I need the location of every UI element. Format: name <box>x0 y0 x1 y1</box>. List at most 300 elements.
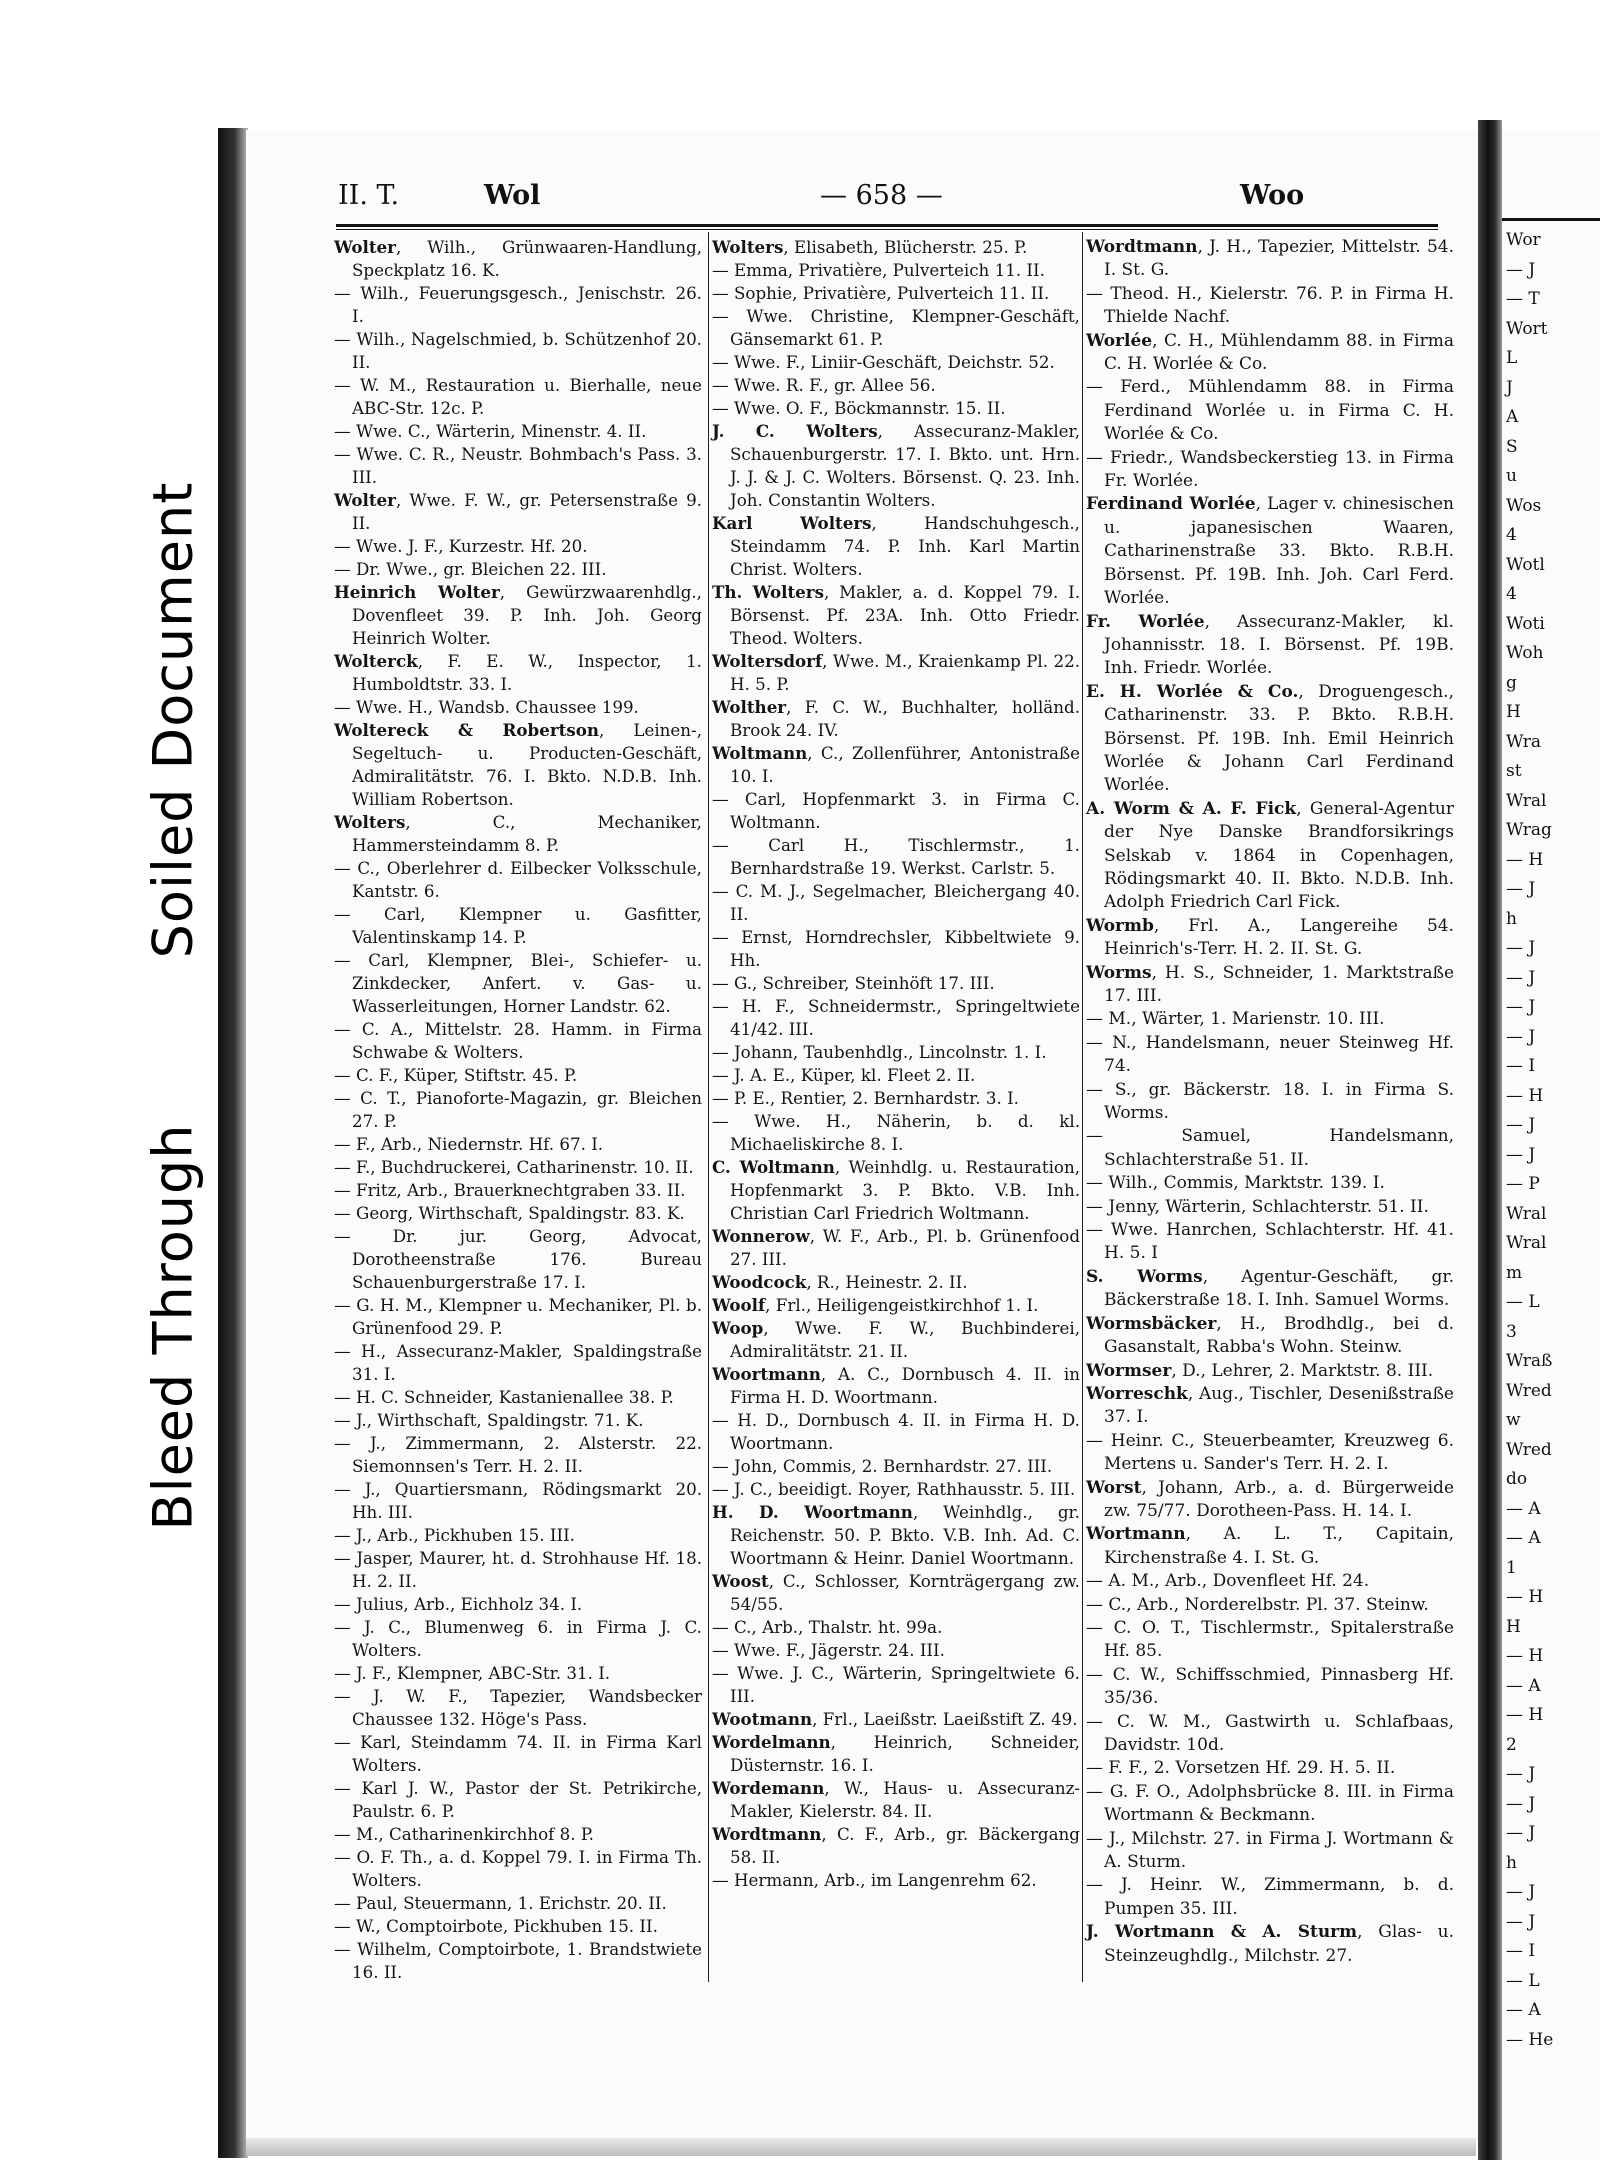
entry-text: , C., Mechaniker, Hammersteindamm 8. P. <box>352 812 702 855</box>
directory-entry <box>1086 376 1454 446</box>
directory-entry <box>334 1087 702 1133</box>
entry-text: — Johann, Taubenhdlg., Lincolnstr. 1. I. <box>712 1042 1047 1062</box>
entry-text: — C. W., Schiffsschmied, Pinnasberg Hf. 35/36. <box>1086 1664 1454 1709</box>
directory-entry <box>1086 1079 1454 1126</box>
directory-entry <box>712 696 1080 742</box>
facing-page-fragment-text: Wort <box>1506 318 1548 339</box>
directory-entry <box>334 443 702 489</box>
entry-text: , C., Zollenführer, Antonistraße 10. I. <box>730 743 1080 786</box>
facing-page-fragment-text: — J <box>1506 879 1536 899</box>
entry-name: Woltersdorf <box>712 651 823 671</box>
directory-entry <box>1086 1570 1454 1593</box>
directory-entry <box>334 857 702 903</box>
entry-name: Woortmann <box>712 1364 821 1384</box>
entry-text: — O. F. Th., a. d. Koppel 79. I. in Firma Th. Wolters. <box>334 1847 702 1890</box>
entry-name: Wortmann <box>1086 1524 1186 1545</box>
facing-page-fragment-text: — J <box>1506 1793 1536 1814</box>
directory-entry <box>1086 1664 1454 1711</box>
facing-page-fragment-text: Wra <box>1506 731 1541 752</box>
entry-text: — Wilh., Nagelschmied, b. Schützenhof 20. II. <box>334 329 702 372</box>
entry-text: — Wwe. H., Näherin, b. d. kl. Michaeliskirche 8. I. <box>712 1111 1080 1154</box>
entry-name: Woop <box>712 1318 764 1338</box>
directory-entry <box>334 236 702 282</box>
facing-page-fragment-text: — J <box>1506 1144 1536 1165</box>
directory-entry <box>1086 1383 1454 1430</box>
facing-page-fragment-text: — J <box>1506 938 1536 958</box>
entry-name: Karl Wolters <box>712 513 872 533</box>
directory-entry <box>712 1731 1080 1777</box>
entry-text: , Lager v. chinesischen u. japanesischen Waaren, Catharinenstraße 33. Bkto. R.B.H. Börsenst. Pf. 19B. Inh. Joh. Carl Ferd. Worlée. <box>1104 494 1454 609</box>
facing-page-fragment-text: A <box>1506 407 1519 427</box>
entry-text: , Handschuhgesch., Steindamm 74. P. Inh. Karl Martin Christ. Wolters. <box>730 513 1080 579</box>
directory-entry <box>1086 1921 1454 1968</box>
entry-text: — A. M., Arb., Dovenfleet Hf. 24. <box>1086 1571 1370 1592</box>
directory-entry <box>712 397 1080 420</box>
directory-entry <box>334 650 702 696</box>
entry-text: — Wwe. C., Wärterin, Minenstr. 4. II. <box>334 421 647 441</box>
entry-text: — G. F. O., Adolphsbrücke 8. III. in Firma Wortmann & Beckmann. <box>1086 1781 1454 1826</box>
facing-page-fragment-text: — J <box>1506 1026 1536 1047</box>
entry-text: , Wwe. F. W., Buchbinderei, Admiralitätstr. 21. II. <box>730 1318 1080 1361</box>
directory-entry <box>1086 1196 1454 1219</box>
entry-name: Wordtmann <box>1086 237 1198 257</box>
page-edge-shadow <box>218 128 248 2158</box>
directory-entry <box>334 903 702 949</box>
directory-entry <box>1086 1781 1454 1828</box>
entry-name: Wolter <box>334 237 396 257</box>
directory-entry <box>1086 1219 1454 1266</box>
entry-text: , Assecuranz-Makler, Schauenburgerstr. 17. I. Bkto. unt. Hrn. J. J. & J. C. Wolters. Börsenst. Q. 23. Inh. Joh. Constantin Wolters. <box>730 421 1081 510</box>
header-right-word: Woo <box>1240 180 1305 211</box>
directory-entry <box>712 1087 1080 1110</box>
entry-text: , D., Lehrer, 2. Marktstr. 8. III. <box>1171 1360 1434 1381</box>
directory-entry <box>334 1938 702 1984</box>
entry-text: — Carl H., Tischlermstr., 1. Bernhardstraße 19. Werkst. Carlstr. 5. <box>712 835 1080 878</box>
entry-text: , R., Heinestr. 2. II. <box>806 1272 968 1292</box>
entry-text: , Johann, Arb., a. d. Bürgerweide zw. 75/77. Dorotheen-Pass. H. 14. I. <box>1104 1477 1454 1521</box>
entry-text: — Karl J. W., Pastor der St. Petrikirche, Paulstr. 6. P. <box>334 1778 702 1821</box>
entry-text: , Assecuranz-Makler, kl. Johannisstr. 18. I. Börsenst. Pf. 19B. Inh. Friedr. Worlée. <box>1104 611 1454 679</box>
directory-entry <box>334 1294 702 1340</box>
entry-text: — C. F., Küper, Stiftstr. 45. P. <box>334 1065 578 1085</box>
entry-text: , Wilh., Grünwaaren-Handlung, Speckplatz 16. K. <box>352 237 702 280</box>
directory-entry <box>334 489 702 535</box>
entry-text: — C. M. J., Segelmacher, Bleichergang 40. II. <box>712 881 1080 924</box>
facing-page-fragment-text: H <box>1506 702 1521 722</box>
entry-text: , Frl. A., Langereihe 54. Heinrich's-Terr. H. 2. II. St. G. <box>1104 915 1454 960</box>
entry-text: , A. L. T., Capitain, Kirchenstraße 4. I. St. G. <box>1104 1524 1454 1568</box>
directory-entry <box>334 282 702 328</box>
directory-entry <box>712 1041 1080 1064</box>
facing-page-fragment-text: g <box>1506 672 1517 693</box>
directory-entry <box>334 1225 702 1294</box>
entry-text: — Wwe. J. F., Kurzestr. Hf. 20. <box>334 536 588 556</box>
directory-entry <box>1086 1874 1454 1921</box>
directory-entry <box>334 719 702 811</box>
facing-page-fragment-text: — A <box>1506 2000 1541 2020</box>
entry-text: , General-Agentur der Nye Danske Brandforsikrings Selskab v. 1864 in Copenhagen, Rödingsmarkt 40. II. Bkto. N.D.B. Inh. Adolph Friedrich Carl Fick. <box>1104 798 1454 913</box>
facing-page-rule <box>1502 218 1600 221</box>
entry-text: — Wilh., Commis, Marktstr. 139. I. <box>1086 1173 1385 1194</box>
entry-text: — Heinr. C., Steuerbeamter, Kreuzweg 6. Mertens u. Sander's Terr. H. 2. I. <box>1086 1430 1454 1475</box>
entry-text: , Wwe. M., Kraienkamp Pl. 22. H. 5. P. <box>730 651 1080 694</box>
facing-page-fragment <box>1502 130 1600 2160</box>
directory-entry <box>334 374 702 420</box>
entry-text: , H., Brodhdlg., bei d. Gasanstalt, Rabba's Wohn. Steinw. <box>1104 1313 1454 1358</box>
entry-text: , Wwe. F. W., gr. Petersenstraße 9. II. <box>352 490 702 533</box>
soiled-document-label <box>128 440 218 1000</box>
directory-entry <box>712 1777 1080 1823</box>
book-gutter <box>1478 120 1502 2160</box>
entry-text: — C., Oberlehrer d. Eilbecker Volksschule, Kantstr. 6. <box>334 858 702 901</box>
entry-text: — F., Arb., Niedernstr. Hf. 67. I. <box>334 1134 604 1154</box>
facing-page-fragment-text: — J <box>1506 1823 1536 1843</box>
facing-page-fragment-text: w <box>1506 1410 1521 1430</box>
directory-entry <box>1086 1125 1454 1172</box>
directory-entry <box>334 1823 702 1846</box>
directory-entry <box>334 696 702 719</box>
facing-page-fragment-text: Woh <box>1506 643 1544 663</box>
entry-text: — Wwe. F., Jägerstr. 24. III. <box>712 1640 945 1660</box>
entry-name: S. Worms <box>1086 1266 1203 1287</box>
directory-entry <box>712 995 1080 1041</box>
facing-page-fragment-text: — P <box>1506 1174 1540 1194</box>
entry-text: — Dr. jur. Georg, Advocat, Dorotheenstraße 176. Bureau Schauenburgerstraße 17. I. <box>334 1226 702 1292</box>
entry-text: , Frl., Laeißstr. Laeißstift Z. 49. <box>812 1709 1078 1729</box>
facing-page-fragment-text: do <box>1506 1469 1528 1489</box>
facing-page-fragment-text: — J <box>1506 997 1536 1017</box>
facing-page-fragment-text: — L <box>1506 1292 1540 1312</box>
entry-text: — S., gr. Bäckerstr. 18. I. in Firma S. Worms. <box>1086 1079 1454 1124</box>
directory-entry <box>334 1846 702 1892</box>
directory-entry <box>712 512 1080 581</box>
facing-page-fragment-text: J <box>1506 377 1513 398</box>
directory-entry <box>712 351 1080 374</box>
entry-text: — G. H. M., Klempner u. Mechaniker, Pl. b. Grünenfood 29. P. <box>334 1295 702 1338</box>
entry-text: , Glas- u. Steinzeughdlg., Milchstr. 27. <box>1104 1922 1454 1966</box>
entry-text: — J. Heinr. W., Zimmermann, b. d. Pumpen 35. III. <box>1086 1875 1454 1919</box>
header-page-number: — 658 — <box>820 180 943 211</box>
entry-name: Heinrich Wolter <box>334 582 500 602</box>
directory-entry <box>712 1570 1080 1616</box>
directory-entry <box>334 1340 702 1386</box>
directory-entry <box>712 1616 1080 1639</box>
facing-page-fragment-text: Woti <box>1506 613 1545 634</box>
header-rule-thin <box>336 229 1438 230</box>
directory-entry <box>334 1202 702 1225</box>
entry-text: — J. C., beeidigt. Royer, Rathhausstr. 5. III. <box>712 1479 1076 1499</box>
entry-text: , Leinen-, Segeltuch- u. Producten-Geschäft, Admiralitätstr. 76. I. Bkto. N.D.B. Inh. William Robertson. <box>352 720 702 809</box>
entry-text: — C., Arb., Norderelbstr. Pl. 37. Steinw. <box>1086 1594 1429 1615</box>
entry-text: — C. A., Mittelstr. 28. Hamm. in Firma Schwabe & Wolters. <box>334 1019 702 1062</box>
entry-text: — Wwe. Christine, Klempner-Geschäft, Gänsemarkt 61. P. <box>712 306 1080 349</box>
directory-entry <box>1086 236 1454 283</box>
entry-name: Wonnerow <box>712 1226 810 1246</box>
entry-text: , Weinhdlg., gr. Reichenstr. 50. P. Bkto. V.B. Inh. Ad. C. Woortmann & Heinr. Daniel Woortmann. <box>730 1502 1080 1568</box>
directory-entry <box>712 1501 1080 1570</box>
entry-text: — Carl, Klempner u. Gasfitter, Valentinskamp 14. P. <box>334 904 702 947</box>
entry-name: A. Worm & A. F. Fick <box>1086 798 1297 819</box>
soiled-document-text: Soiled Document <box>141 481 205 959</box>
directory-entry <box>712 1110 1080 1156</box>
directory-entry <box>1086 1032 1454 1079</box>
facing-page-fragment-text: — J <box>1506 259 1536 280</box>
directory-entry <box>1086 915 1454 962</box>
entry-text: — C., Arb., Thalstr. ht. 99a. <box>712 1617 943 1637</box>
entry-name: Ferdinand Worlée <box>1086 494 1256 515</box>
facing-page-fragment-text: — A <box>1506 1675 1541 1696</box>
directory-entry <box>712 1455 1080 1478</box>
facing-page-fragment-text: — H <box>1506 1705 1544 1725</box>
entry-name: Worreschk <box>1086 1383 1188 1404</box>
directory-entry <box>1086 1477 1454 1524</box>
entry-text: — John, Commis, 2. Bernhardstr. 27. III. <box>712 1456 1053 1476</box>
entry-name: Wormb <box>1086 915 1154 936</box>
facing-page-fragment-text: 2 <box>1506 1734 1517 1755</box>
entry-text: , W., Haus- u. Assecuranz-Makler, Kielerstr. 84. II. <box>730 1778 1080 1821</box>
directory-entry <box>1086 611 1454 681</box>
entry-text: — Hermann, Arb., im Langenrehm 62. <box>712 1870 1037 1890</box>
directory-entry <box>712 374 1080 397</box>
directory-entry <box>1086 1594 1454 1617</box>
entry-text: — G., Schreiber, Steinhöft 17. III. <box>712 973 995 993</box>
entry-text: , A. C., Dornbusch 4. II. in Firma H. D. Woortmann. <box>730 1364 1080 1407</box>
facing-page-fragment-text: — J <box>1506 1911 1536 1932</box>
entry-text: , W. F., Arb., Pl. b. Grünenfood 27. III. <box>730 1226 1080 1269</box>
directory-entry <box>334 581 702 650</box>
entry-text: — Wwe. Hanrchen, Schlachterstr. Hf. 41. H. 5. I <box>1086 1220 1454 1264</box>
header-left-word: Wol <box>484 180 541 211</box>
column-2 <box>712 236 1080 1892</box>
entry-text: — Ernst, Horndrechsler, Kibbeltwiete 9. Hh. <box>712 927 1080 970</box>
entry-text: — Wwe. F., Liniir-Geschäft, Deichstr. 52. <box>712 352 1055 372</box>
facing-page-fragment-text: — L <box>1506 1970 1540 1991</box>
entry-text: , Frl., Heiligengeistkirchhof 1. I. <box>765 1295 1039 1315</box>
directory-entry <box>1086 1008 1454 1031</box>
directory-entry <box>1086 962 1454 1009</box>
directory-entry <box>712 420 1080 512</box>
column-divider-2 <box>1082 232 1083 1982</box>
column-1 <box>334 236 702 1984</box>
directory-entry <box>334 1409 702 1432</box>
directory-entry <box>1086 681 1454 798</box>
directory-entry <box>712 1409 1080 1455</box>
entry-text: — Emma, Privatière, Pulverteich 11. II. <box>712 260 1045 280</box>
entry-text: — J. W. F., Tapezier, Wandsbecker Chaussee 132. Höge's Pass. <box>334 1686 702 1729</box>
entry-text: , F. C. W., Buchhalter, holländ. Brook 24. IV. <box>730 697 1080 740</box>
directory-entry <box>1086 1172 1454 1195</box>
directory-entry <box>712 305 1080 351</box>
facing-page-fragment-text: S <box>1506 436 1518 457</box>
directory-entry <box>334 1018 702 1064</box>
entry-text: — Wwe. C. R., Neustr. Bohmbach's Pass. 3. III. <box>334 444 702 487</box>
directory-entry <box>1086 798 1454 915</box>
entry-text: , Weinhdlg. u. Restauration, Hopfenmarkt 3. P. Bkto. V.B. Inh. Christian Carl Friedrich Woltmann. <box>730 1157 1081 1223</box>
entry-text: — H. D., Dornbusch 4. II. in Firma H. D. Woortmann. <box>712 1410 1080 1453</box>
facing-page-fragment-text: — I <box>1506 1941 1536 1961</box>
entry-text: — Jenny, Wärterin, Schlachterstr. 51. II. <box>1086 1196 1429 1217</box>
entry-text: — Friedr., Wandsbeckerstieg 13. in Firma Fr. Worlée. <box>1086 447 1454 492</box>
directory-entry <box>712 236 1080 259</box>
directory-entry <box>712 742 1080 788</box>
facing-page-fragment-text: — A <box>1506 1528 1541 1548</box>
facing-page-fragment-text: m <box>1506 1262 1523 1283</box>
entry-name: Woltereck & Robertson <box>334 720 599 740</box>
directory-entry <box>712 1708 1080 1731</box>
directory-entry <box>1086 1828 1454 1875</box>
facing-page-fragment-text: H <box>1506 1616 1521 1637</box>
directory-entry <box>712 1317 1080 1363</box>
entry-name: Wolterck <box>334 651 418 671</box>
entry-name: Wordelmann <box>712 1732 831 1752</box>
entry-name: Fr. Worlée <box>1086 611 1205 632</box>
facing-page-fragment-text: L <box>1506 348 1518 368</box>
directory-entry <box>712 972 1080 995</box>
directory-entry <box>334 535 702 558</box>
directory-entry <box>334 1524 702 1547</box>
header-volume: II. T. <box>338 180 400 211</box>
directory-entry <box>712 1363 1080 1409</box>
directory-entry <box>1086 1313 1454 1360</box>
directory-entry <box>334 1133 702 1156</box>
directory-entry <box>712 1294 1080 1317</box>
entry-text: , Agentur-Geschäft, gr. Bäckerstraße 18. I. Inh. Samuel Worms. <box>1104 1266 1454 1311</box>
entry-text: — H. F., Schneidermstr., Springeltwiete 41/42. III. <box>712 996 1080 1039</box>
entry-text: , Heinrich, Schneider, Düsternstr. 16. I. <box>730 1732 1080 1775</box>
directory-entry <box>334 1892 702 1915</box>
column-3 <box>1086 236 1454 1968</box>
facing-page-fragment-text: — H <box>1506 849 1544 870</box>
directory-entry <box>334 1179 702 1202</box>
entry-text: — Wwe. R. F., gr. Allee 56. <box>712 375 936 395</box>
directory-entry <box>1086 447 1454 494</box>
facing-page-fragment-text: h <box>1506 1852 1517 1873</box>
entry-text: , Droguengesch., Catharinenstr. 33. P. Bkto. R.B.H. Börsenst. Pf. 19B. Inh. Emil Heinrich Worlée & Johann Carl Ferdinand Worlée. <box>1104 681 1454 796</box>
directory-entry <box>334 1478 702 1524</box>
facing-page-fragment-text: 1 <box>1506 1557 1517 1578</box>
entry-text: — J., Quartiersmann, Rödingsmarkt 20. Hh. III. <box>334 1479 702 1522</box>
bleed-through-text: Bleed Through <box>141 1123 205 1531</box>
entry-text: , C., Schlosser, Kornträgergang zw. 54/55. <box>730 1571 1080 1614</box>
entry-text: — Wilh., Feuerungsgesch., Jenischstr. 26. I. <box>334 283 702 326</box>
entry-name: Woolf <box>712 1295 766 1315</box>
entry-name: Th. Wolters <box>712 582 824 602</box>
entry-text: — N., Handelsmann, neuer Steinweg Hf. 74. <box>1086 1032 1454 1077</box>
entry-text: — Karl, Steindamm 74. II. in Firma Karl Wolters. <box>334 1732 702 1775</box>
directory-entry <box>334 328 702 374</box>
directory-entry <box>1086 1266 1454 1313</box>
bleed-through-label <box>128 1032 218 1622</box>
directory-entry <box>712 880 1080 926</box>
directory-entry <box>1086 1757 1454 1780</box>
facing-page-fragment-text: 4 <box>1506 525 1517 545</box>
directory-entry <box>334 1064 702 1087</box>
entry-text: , Gewürzwaarenhdlg., Dovenfleet 39. P. Inh. Joh. Georg Heinrich Wolter. <box>352 582 702 648</box>
entry-text: , Makler, a. d. Koppel 79. I. Börsenst. Pf. 23A. Inh. Otto Friedr. Theod. Wolters. <box>730 582 1081 648</box>
directory-entry <box>334 1777 702 1823</box>
directory-entry <box>1086 1617 1454 1664</box>
facing-page-fragment-text: Wrag <box>1506 820 1552 840</box>
entry-name: Wormser <box>1086 1360 1172 1381</box>
entry-text: , J. H., Tapezier, Mittelstr. 54. I. St. G. <box>1104 237 1454 281</box>
directory-entry <box>712 1662 1080 1708</box>
entry-text: , H. S., Schneider, 1. Marktstraße 17. III. <box>1104 962 1454 1006</box>
facing-page-fragment-text: — H <box>1506 1085 1544 1106</box>
entry-text: — H. C. Schneider, Kastanienallee 38. P. <box>334 1387 674 1407</box>
entry-text: — F. F., 2. Vorsetzen Hf. 29. H. 5. II. <box>1086 1758 1396 1779</box>
facing-page-fragment-text: — J <box>1506 1115 1536 1135</box>
entry-text: — J., Milchstr. 27. in Firma J. Wortmann & A. Sturm. <box>1086 1828 1454 1873</box>
entry-text: — Jasper, Maurer, ht. d. Strohhause Hf. 18. H. 2. II. <box>334 1548 702 1591</box>
directory-entry <box>334 1593 702 1616</box>
entry-text: — Julius, Arb., Eichholz 34. I. <box>334 1594 583 1614</box>
entry-name: Wormsbäcker <box>1086 1313 1217 1334</box>
entry-text: — Theod. H., Kielerstr. 76. P. in Firma H. Thielde Nachf. <box>1086 283 1454 328</box>
entry-text: — Wwe. H., Wandsb. Chaussee 199. <box>334 697 639 717</box>
directory-entry <box>712 1639 1080 1662</box>
entry-text: — Wwe. O. F., Böckmannstr. 15. II. <box>712 398 1006 418</box>
directory-entry <box>712 1064 1080 1087</box>
directory-entry <box>1086 1711 1454 1758</box>
entry-name: Woost <box>712 1571 769 1591</box>
facing-page-fragment-text: Wred <box>1506 1380 1552 1401</box>
entry-text: — J., Zimmermann, 2. Alsterstr. 22. Siemonnsen's Terr. H. 2. II. <box>334 1433 702 1476</box>
directory-entry <box>334 1915 702 1938</box>
entry-text: — F., Buchdruckerei, Catharinenstr. 10. II. <box>334 1157 694 1177</box>
facing-page-fragment-text: 4 <box>1506 584 1517 604</box>
directory-entry <box>1086 330 1454 377</box>
entry-text: — M., Wärter, 1. Marienstr. 10. III. <box>1086 1009 1385 1030</box>
directory-entry <box>712 1823 1080 1869</box>
entry-name: Wolther <box>712 697 787 717</box>
entry-text: — C. O. T., Tischlermstr., Spitalerstraße Hf. 85. <box>1086 1617 1454 1662</box>
directory-entry <box>334 1616 702 1662</box>
entry-text: — J., Arb., Pickhuben 15. III. <box>334 1525 575 1545</box>
entry-name: Wolter <box>334 490 396 510</box>
entry-text: — Dr. Wwe., gr. Bleichen 22. III. <box>334 559 607 579</box>
entry-text: — C. W. M., Gastwirth u. Schlafbaas, Davidstr. 10d. <box>1086 1711 1454 1755</box>
entry-name: Wordtmann <box>712 1824 822 1844</box>
entry-text: — W., Comptoirbote, Pickhuben 15. II. <box>334 1916 658 1936</box>
facing-page-fragment-text: — J <box>1506 1882 1536 1902</box>
directory-entry <box>334 811 702 857</box>
entry-name: Wolters <box>712 237 784 257</box>
facing-page-fragment-text: Wor <box>1506 230 1541 250</box>
directory-entry <box>334 420 702 443</box>
directory-entry <box>1086 283 1454 330</box>
directory-entry <box>712 834 1080 880</box>
entry-text: — Fritz, Arb., Brauerknechtgraben 33. II. <box>334 1180 686 1200</box>
directory-entry <box>334 1731 702 1777</box>
entry-text: — P. E., Rentier, 2. Bernhardstr. 3. I. <box>712 1088 1019 1108</box>
entry-name: Worms <box>1086 962 1152 983</box>
entry-name: E. H. Worlée & Co. <box>1086 681 1299 702</box>
facing-page-fragment-text: — T <box>1506 289 1540 309</box>
directory-entry <box>334 1662 702 1685</box>
directory-entry <box>1086 1430 1454 1477</box>
facing-page-fragment-text: — J <box>1506 967 1536 988</box>
facing-page-fragment-text: — I <box>1506 1056 1536 1076</box>
directory-entry <box>334 949 702 1018</box>
directory-entry <box>712 581 1080 650</box>
entry-text: — M., Catharinenkirchhof 8. P. <box>334 1824 594 1844</box>
facing-page-fragment-text: st <box>1506 761 1522 781</box>
directory-entry <box>1086 1523 1454 1570</box>
entry-text: — Samuel, Handelsmann, Schlachterstraße 51. II. <box>1086 1126 1454 1170</box>
facing-page-fragment-text: Wotl <box>1506 554 1545 575</box>
header-rule <box>336 224 1438 227</box>
directory-entry <box>712 788 1080 834</box>
